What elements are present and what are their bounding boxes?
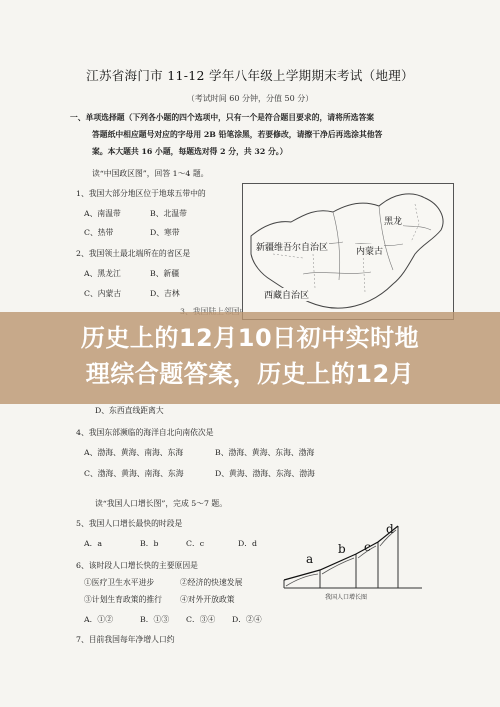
question-1-option-d: D、寒带 (150, 228, 180, 237)
reading-prompt-1: 读“中国政区图”，回答 1～4 题。 (92, 169, 209, 178)
exam-subtitle: （考试时间 60 分钟，分值 50 分） (186, 94, 314, 103)
china-political-map (242, 183, 454, 320)
question-5: 5、我国人口增长最快的时段是 (76, 519, 183, 528)
question-5-option-d: D．d (238, 539, 258, 548)
question-2-option-c: C、内蒙古 (84, 289, 122, 298)
question-6-statement-4: ④对外开放政策 (180, 595, 235, 604)
figure-letter-b: b (338, 542, 346, 556)
figure-letter-d: d (386, 522, 394, 536)
question-6-option-d: D．②④ (232, 615, 262, 624)
instructions-line-3: 案。本大题共 16 小题，每题选对得 2 分，共 32 分。） (92, 147, 288, 156)
question-2-option-d: D、吉林 (150, 289, 180, 298)
question-6-statement-2: ②经济的快速发展 (180, 578, 243, 587)
question-6: 6、该时段人口增长快的主要原因是 (76, 561, 198, 570)
question-6-statement-1: ①医疗卫生水平进步 (84, 578, 155, 587)
question-6-option-c: C．③④ (186, 615, 216, 624)
question-1: 1、我国大部分地区位于地球五带中的 (76, 189, 206, 198)
question-4-option-d: D、黄海、渤海、东海、渤海 (215, 469, 315, 478)
question-6-option-a: A．①② (84, 615, 114, 624)
question-1-option-b: B、北温带 (150, 209, 187, 218)
figure-segment-arcs (286, 530, 396, 586)
question-1-option-a: A、南温带 (84, 209, 121, 218)
question-2-option-a: A、黑龙江 (84, 269, 121, 278)
population-growth-figure (272, 518, 432, 600)
reading-prompt-2: 读“我国人口增长图”，完成 5～7 题。 (95, 499, 228, 508)
question-2: 2、我国领土最北端所在的省区是 (76, 249, 191, 258)
question-3-option-d: D、东西直线距离大 (95, 406, 164, 415)
figure-letter-a: a (306, 552, 314, 566)
instructions-line-2: 答题纸中相应题号对应的字母用 2B 铅笔涂黑，若要修改，请擦干净后再选涂其他答 (92, 130, 383, 139)
map-label-heilongjiang: 黑龙 (383, 214, 403, 227)
question-4: 4、我国东部濒临的海洋自北向南依次是 (76, 428, 214, 437)
map-label-neimenggu: 内蒙古 (355, 244, 384, 257)
question-1-option-c: C、热带 (84, 228, 114, 237)
question-4-option-b: B、渤海、黄海、东海、渤海 (215, 448, 315, 457)
question-6-option-b: B．①③ (140, 615, 170, 624)
question-4-option-a: A、渤海、黄海、南海、东海 (84, 448, 184, 457)
question-4-option-c: C、渤海、黄海、南海、东海 (84, 469, 184, 478)
question-5-option-a: A．a (84, 539, 103, 548)
question-2-option-b: B、新疆 (150, 269, 180, 278)
question-5-option-b: B．b (140, 539, 159, 548)
banner-title[interactable]: 历史上的12月10日初中实时地 理综合题答案，历史上的12月 (80, 324, 420, 388)
figure-caption: 我国人口增长图 (325, 594, 368, 601)
instructions-line-1: 一、单项选择题（下列各小题的四个选项中，只有一个是符合题目要求的，请将所选答案 (70, 113, 375, 122)
figure-letter-c: c (364, 540, 371, 554)
question-5-option-c: C．c (186, 539, 205, 548)
exam-title: 江苏省海门市 11-12 学年八年级上学期期末考试（地理） (86, 68, 414, 83)
map-label-xinjiang: 新疆维吾尔自治区 (255, 240, 329, 253)
map-label-xizang: 西藏自治区 (263, 288, 310, 301)
question-6-statement-3: ③计划生育政策的推行 (84, 595, 162, 604)
question-7: 7、目前我国每年净增人口约 (76, 635, 175, 644)
